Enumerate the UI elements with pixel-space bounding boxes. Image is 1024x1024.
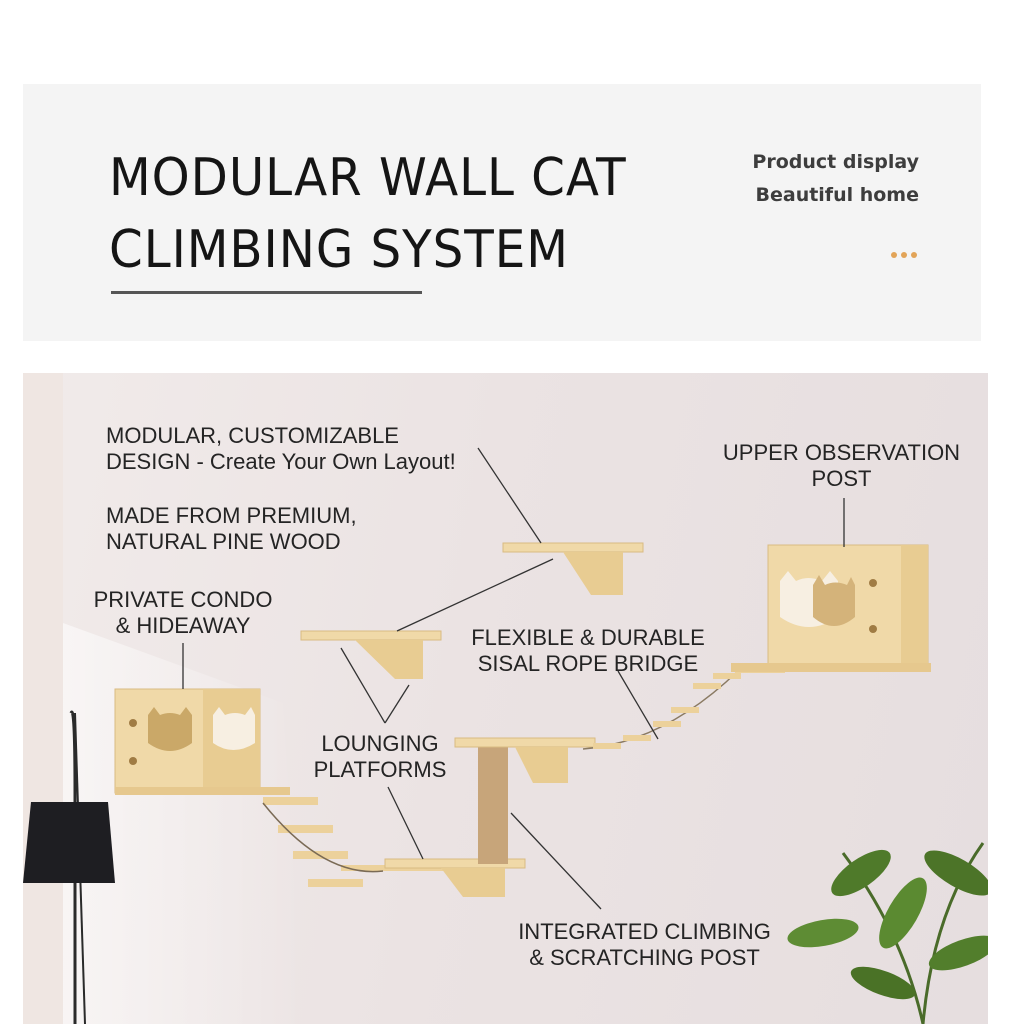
upper-platform (503, 543, 643, 595)
middle-platform (301, 631, 441, 679)
callout-modular-design: MODULAR, CUSTOMIZABLE DESIGN - Create Your Own Layout! (106, 423, 456, 474)
side-note-line-1: Product display (752, 151, 919, 173)
callout-scratching-post: INTEGRATED CLIMBING & SCRATCHING POST (518, 919, 771, 970)
scratching-post (455, 738, 595, 864)
callout-rope-bridge: FLEXIBLE & DURABLE SISAL ROPE BRIDGE (471, 625, 705, 676)
header-card (23, 84, 981, 341)
rope-bridge (583, 667, 785, 749)
title-underline (111, 291, 422, 294)
low-platform (385, 859, 525, 897)
side-note (752, 146, 919, 212)
product-scene (23, 373, 988, 1024)
callout-private-condo: PRIVATE CONDO & HIDEAWAY (93, 587, 273, 638)
callout-observation-post: UPPER OBSERVATION POST (722, 440, 961, 491)
more-dots-icon (891, 252, 917, 258)
side-note-line-2: Beautiful home (755, 184, 919, 206)
callout-pine-wood: MADE FROM PREMIUM, NATURAL PINE WOOD (106, 503, 357, 554)
title-line-2: CLIMBING SYSTEM (109, 220, 569, 280)
callout-lounging-platforms: LOUNGING PLATFORMS (313, 731, 447, 782)
page-title (109, 142, 686, 286)
observation-box (731, 545, 931, 672)
curtain (23, 373, 63, 1024)
potted-plant (785, 841, 988, 1024)
title-line-1: MODULAR WALL CAT (109, 148, 627, 208)
